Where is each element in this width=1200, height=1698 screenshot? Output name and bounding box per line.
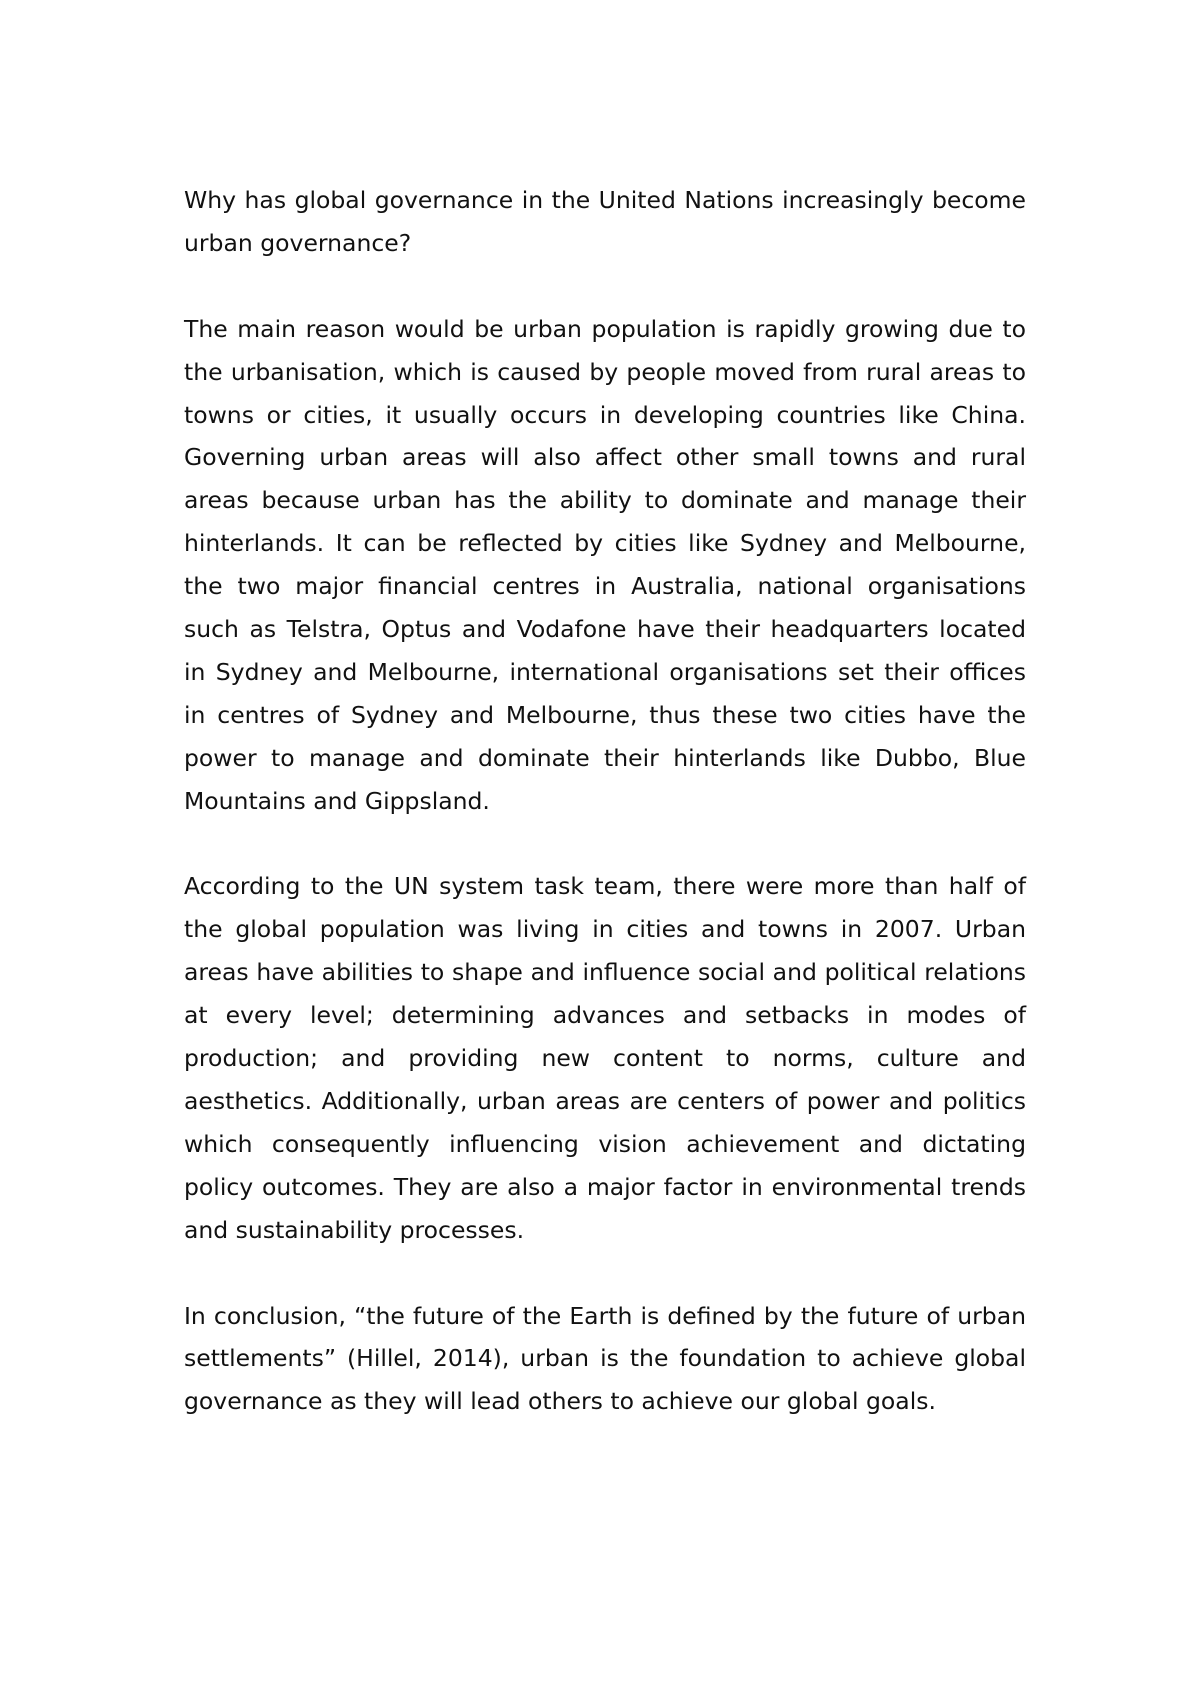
paragraph-un-task-team: According to the UN system task team, there were more than half of the global population was living in cities and towns in 2007. Urban areas have abilities to shape and influence social and political relations at every level; determining advances and setbacks in modes of production; and providing new content to norms, culture and aesthetics. Additionally, urban areas are centers of power and politics which consequently influencing vision achievement and dictating policy outcomes. They are also a major factor in environmental trends and sustainability processes.: [184, 872, 1026, 1244]
paragraph-main-reason: The main reason would be urban population is rapidly growing due to the urbanisation, which is caused by people moved from rural areas to towns or cities, it usually occurs in developing countries like China. Governing urban areas will also affect other small towns and rural areas because urban has the ability to dominate and manage their hinterlands. It can be reflected by cities like Sydney and Melbourne, the two major financial centres in Australia, national organisations such as Telstra, Optus and Vodafone have their headquarters located in Sydney and Melbourne, international organisations set their offices in centres of Sydney and Melbourne, thus these two cities have the power to manage and dominate their hinterlands like Dubbo, Blue Mountains and Gippsland.: [184, 314, 1026, 815]
question-heading: Why has global governance in the United Nations increasingly become urban governance?: [184, 186, 1026, 257]
document-body: [184, 179, 1026, 1423]
paragraph-conclusion: In conclusion, “the future of the Earth is defined by the future of urban settlements” (Hillel, 2014), urban is the foundation to achieve global governance as they will lead others to achieve our global goals.: [184, 1301, 1026, 1416]
